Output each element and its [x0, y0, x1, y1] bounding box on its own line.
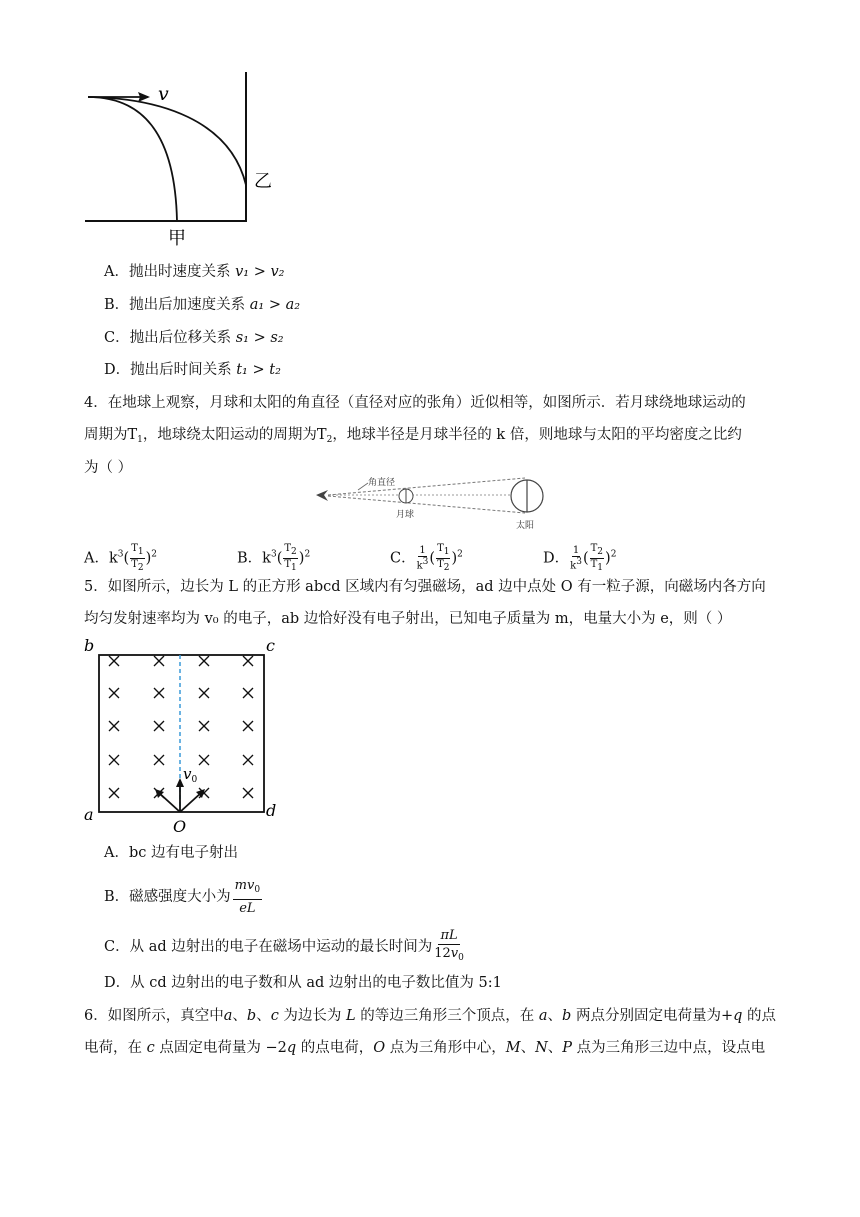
angle-label: 角直径: [368, 478, 396, 488]
label-c: c: [266, 636, 275, 655]
q5-line-2: 均匀发射速率均为 v₀ 的电子，ab 边恰好没有电子射出，已知电子质量为 m，电量大小为 e，则（ ）: [84, 611, 732, 627]
label-O: O: [173, 817, 187, 836]
trajectory-figure: [80, 70, 290, 250]
q6-line-1: 6．如图所示，真空中a、b、c 为边长为 L 的等边三角形三个顶点，在 a、b 两点分别固定电荷量为+q 的点: [84, 1008, 777, 1024]
v-label: v: [158, 83, 169, 105]
field-crosses: [109, 656, 253, 798]
q6-line-2: 电荷，在 c 点固定电荷量为 −2q 的点电荷，O 点为三角形中心，M、N、P 点为三角形三边中点，设点电: [84, 1040, 766, 1056]
label-a: a: [84, 805, 94, 824]
trajectory-yi: [88, 97, 246, 185]
q3-option-d-relation: t₁ > t₂: [236, 362, 281, 378]
q3-option-a: A．抛出时速度关系 v₁ > v₂: [104, 264, 285, 280]
q3-option-c-relation: s₁ > s₂: [235, 330, 284, 346]
magnetic-field-figure: [80, 634, 285, 839]
q4-line-1: 4．在地球上观察，月球和太阳的角直径（直径对应的张角）近似相等，如图所示．若月球绕地球运动的: [84, 395, 746, 411]
q3-option-a-relation: v₁ > v₂: [235, 264, 285, 280]
q4-option-d: D． $\frac{1}{k^3}$ ( $\frac{T_2}{T_1}$ )$^2$: [543, 543, 617, 573]
angular-diameter-figure: [310, 475, 550, 535]
q5-option-b: B．磁感强度大小为 $\frac{mv_0}{eL}$: [104, 878, 261, 916]
q3-option-d: D．抛出后时间关系 t₁ > t₂: [104, 362, 281, 378]
q5-option-c: C．从 ad 边射出的电子在磁场中运动的最长时间为 $\frac{\pi L}{12v_0}$: [104, 928, 464, 963]
q4-line-2: 周期为$T_1$，地球绕太阳运动的周期为$T_2$，地球半径是月球半径的 k 倍，则地球与太阳的平均密度之比约: [84, 427, 742, 445]
q4-option-c: C． $\frac{1}{k^3}$ ( $\frac{T_1}{T_2}$ )$^2$: [390, 543, 463, 573]
moon-label: 月球: [396, 510, 415, 520]
q5-option-d: D．从 cd 边射出的电子数和从 ad 边射出的电子数比值为 5:1: [104, 975, 502, 991]
q5-option-a: A．bc 边有电子射出: [104, 845, 238, 861]
jia-label: 甲: [168, 228, 186, 249]
q4-option-a: A．$k^3$( $\frac{T_1}{T_2}$ )$^2$: [84, 543, 157, 573]
q3-option-b: B．抛出后加速度关系 a₁ > a₂: [104, 297, 301, 313]
square-region: [99, 655, 264, 812]
q3-option-c: C．抛出后位移关系 s₁ > s₂: [104, 330, 284, 346]
trajectory-jia: [88, 97, 177, 221]
yi-label: 乙: [254, 171, 272, 192]
q4-line-3: 为（ ）: [84, 460, 133, 476]
q4-option-b: B．$k^3$( $\frac{T_2}{T_1}$ )$^2$: [237, 543, 311, 573]
label-d: d: [266, 801, 277, 820]
label-v0: $v_0$: [183, 765, 198, 785]
label-b: b: [84, 636, 95, 655]
eye-icon: [316, 490, 328, 501]
sun-label: 太阳: [516, 521, 535, 531]
q3-option-b-relation: a₁ > a₂: [249, 297, 301, 313]
q5-line-1: 5．如图所示，边长为 L 的正方形 abcd 区域内有匀强磁场，ad 边中点处 O 有一粒子源，向磁场内各方向: [84, 579, 766, 595]
